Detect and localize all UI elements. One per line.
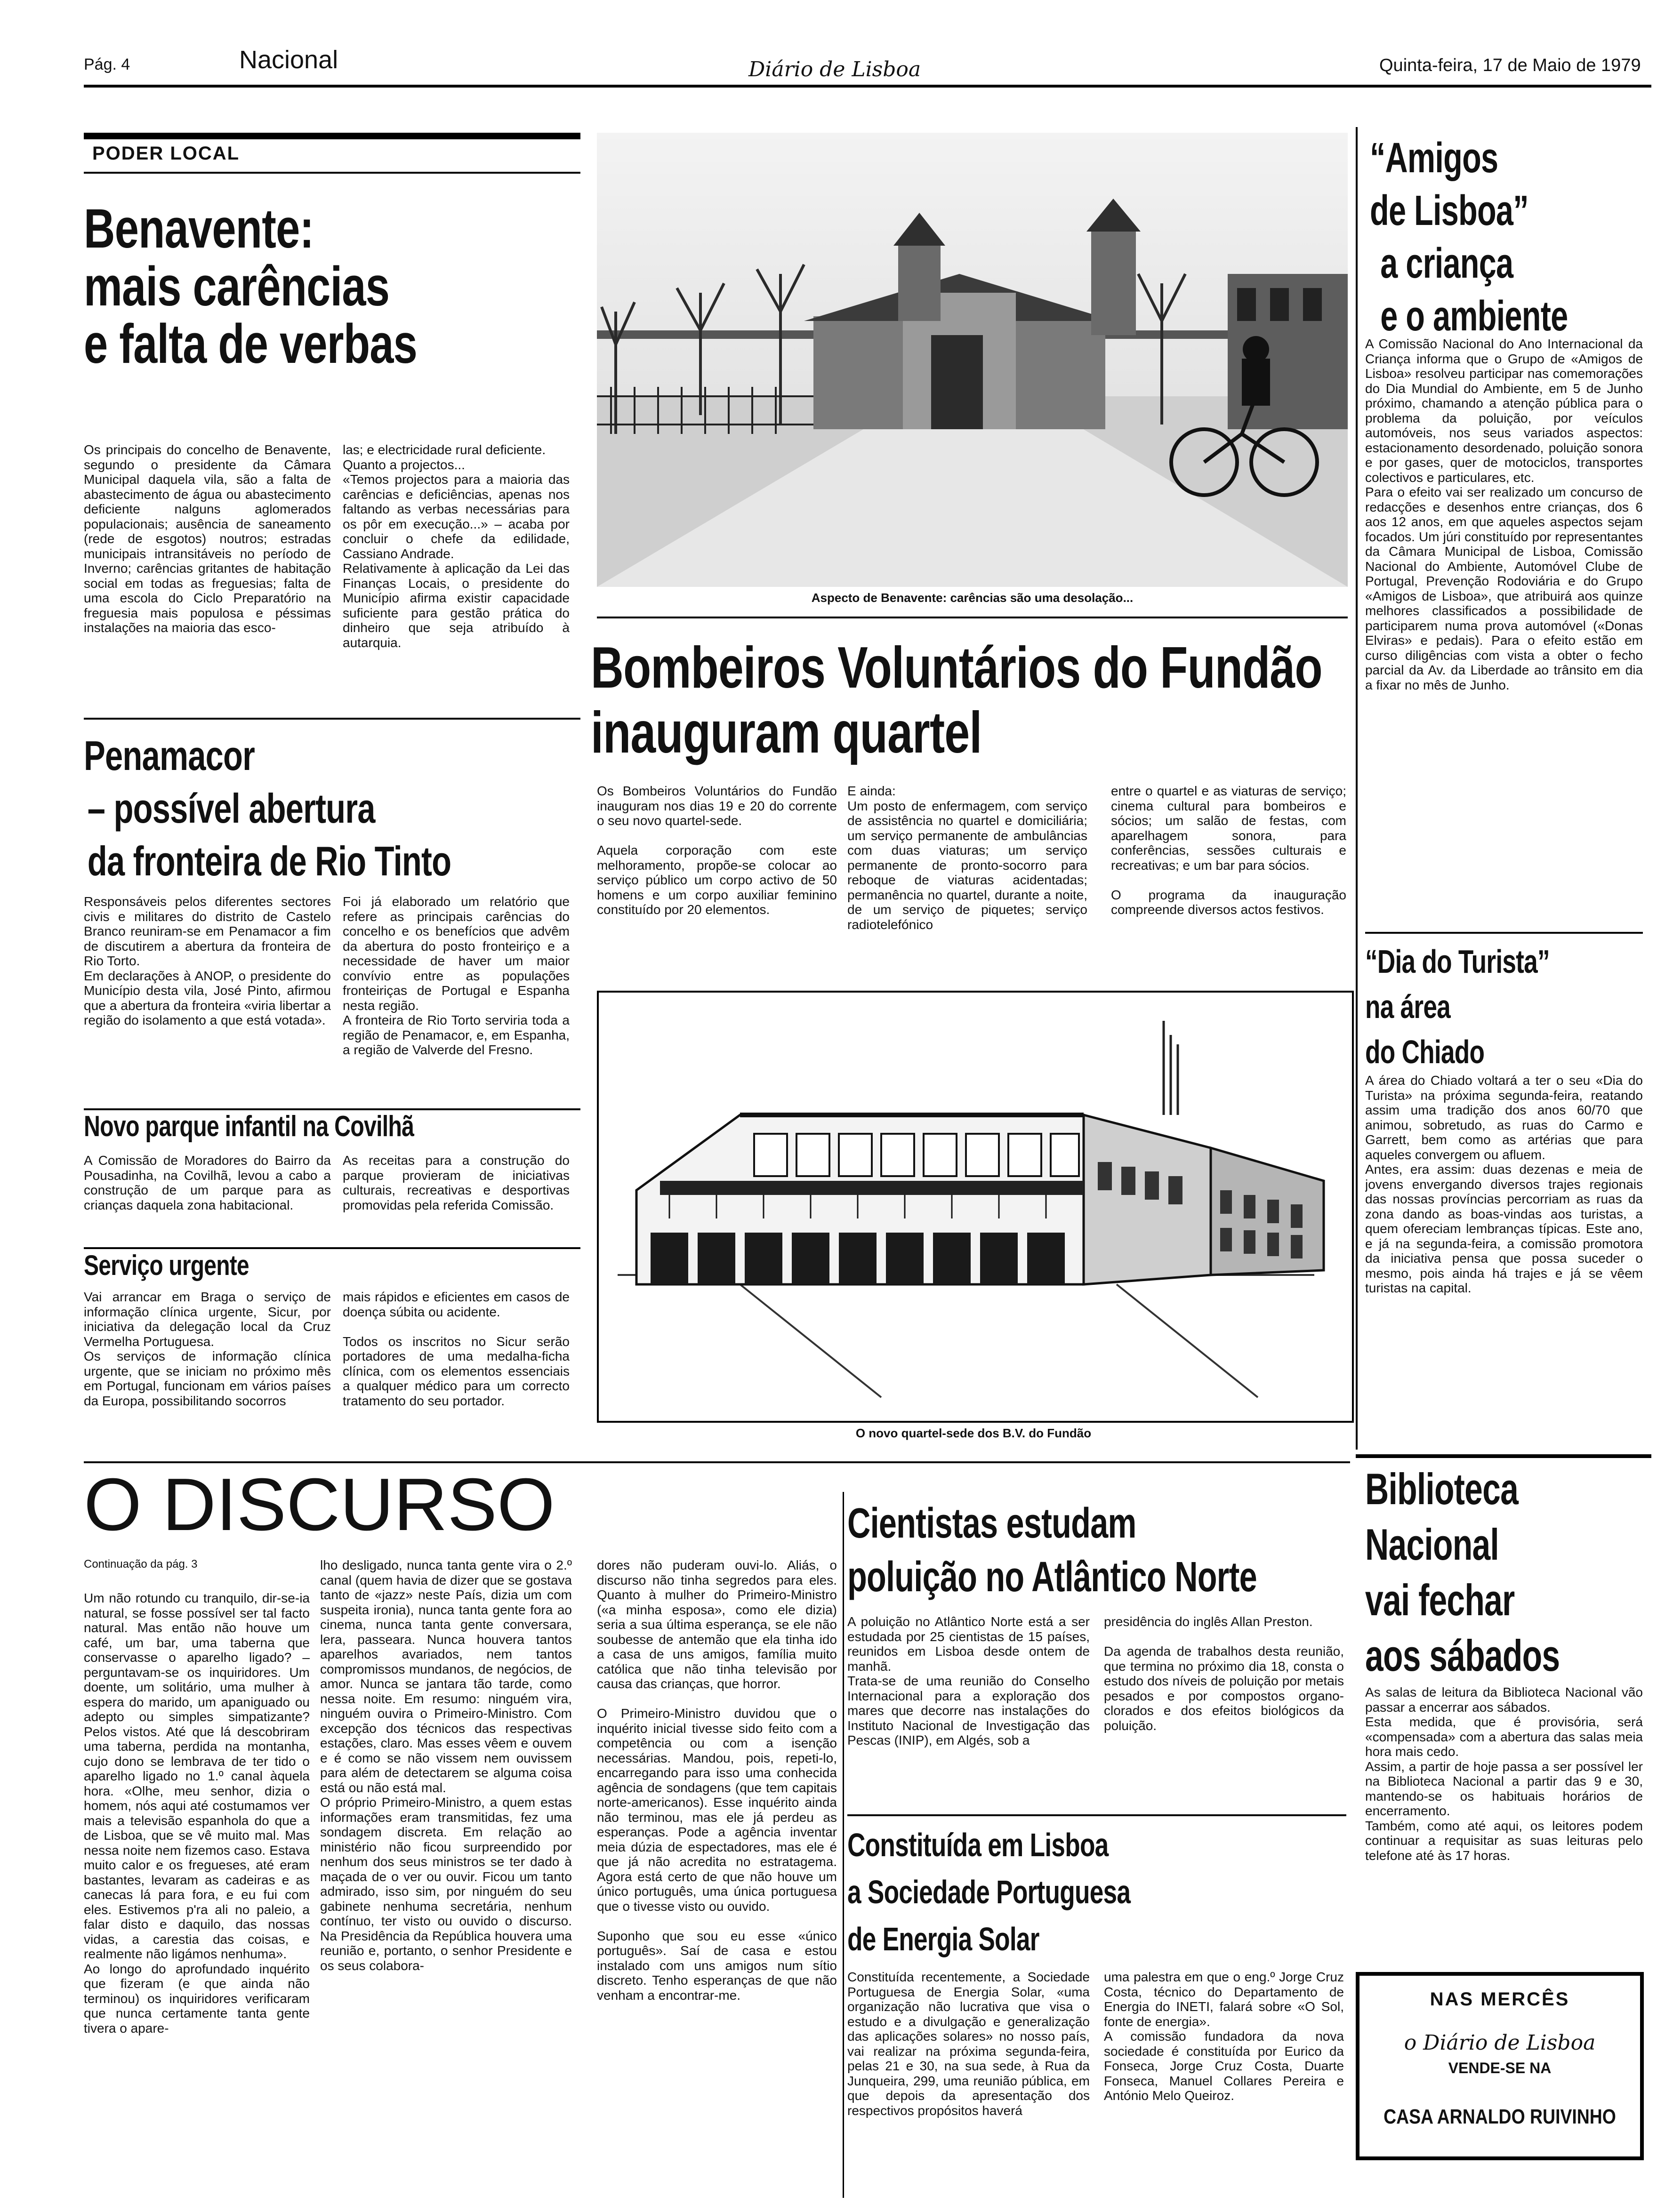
servico-col2: mais rápidos e eficientes em casos de doença súbita ou acidente. Todos os inscritos no Sicur serão portadores de uma medalha-ficha clínica, com os elementos essenciais a qualquer médico para um correcto tratamento do seu portador. [343, 1290, 570, 1408]
biblioteca-headline-line: Biblioteca [1365, 1464, 1519, 1514]
col-divider [843, 1492, 844, 2198]
masthead-rule [84, 85, 1651, 88]
covilha-headline: Novo parque infantil na Covilhã [84, 1110, 414, 1143]
amigos-body: A Comissão Nacional do Ano Internacional da Criança informa que o Grupo de «Amigos de Lisboa» resolveu participar nas comemorações do Dia Mundial do Ambiente, em 5 de Junho próximo, chamando a atenção pública para o problema da poluição, por veículos automóveis, nos seus variados aspectos: estacionamento desordenado, poluição sonora e por gases, quer de motociclos, transportes colectivos e particulares, etc. Para o efeito vai ser realizado um concurso de redacções e desenhos entre crianças, dos 6 aos 12 anos, em que aqueles aspectos sejam focados. Um júri constituído por representantes da Câmara Municipal de Lisboa, Comissão Nacional do Ambiente, Automóvel Clube de Portugal, Prevenção Rodoviária e do Grupo «Amigos de Lisboa», que atribuirá aos quinze melhores classificados a possibilidade de participarem numa prova automóvel («Donas Elviras» e pedais). Para o efeito estão em curso diligências com vista a obter o fecho parcial da Av. da Liberdade ao trânsito em dia a fixar no mês de Junho. [1365, 337, 1643, 692]
discurso-headline: O DISCURSO [84, 1463, 555, 1546]
solar-headline-line: a Sociedade Portuguesa [847, 1874, 1131, 1910]
cientistas-col1: A poluição no Atlântico Norte está a ser estudada por 25 cientistas de 15 países, reunidos em Lisboa desde ontem de manhã. Trata-se de uma reunião do Conselho Internacional para a exploração dos mares que decorre nas instalações do Instituto Nacional de Investigação das Pescas (INIP), em Algés, sob a [847, 1614, 1090, 1747]
benavente-caption: Aspecto de Benavente: carências são uma desolação... [811, 591, 1134, 605]
bombeiros-photo [597, 991, 1354, 1423]
discurso-continuation: Continuação da pág. 3 [84, 1558, 198, 1571]
section-name: Nacional [239, 46, 338, 74]
benavente-headline [84, 198, 473, 376]
turista-body: A área do Chiado voltará a ter o seu «Dia do Turista» na próxima segunda-feira, reatando assim uma tradição dos anos 60/70 que animou, sobretudo, as ruas do Carmo e Garrett, bem como as artérias que para aqueles convergem ou afluem. Antes, era assim: duas dezenas e meia de jovens envergando diversos trajes regionais das nossas províncias percorriam as ruas da zona dando as boas-vindas aos turistas, a quem ofereciam lembranças típicas. Este ano, e já na segunda-feira, a comissão promotora da iniciativa pensa que possa suceder o mesmo, pois ainda há trajes e já se vêem turistas na capital. [1365, 1073, 1643, 1295]
bombeiros-headline-line: inauguram quartel [591, 700, 982, 765]
advert-line-1: NAS MERCÊS [1430, 1989, 1570, 2010]
penamacor-col2: Foi já elaborado um relatório que refere as principais carências do concelho e os benefícios que advêm da abertura do posto fronteiriço e a necessidade de haver um maior convívio entre as populações fronteiriças de Portugal e Espanha nesta região. A fronteira de Rio Torto serviria toda a região de Penamacor, e, em Espanha, a região de Valverde del Fresno. [343, 894, 570, 1057]
turista-headline-line: do Chiado [1365, 1034, 1485, 1070]
penamacor-headline-line: – possível abertura [87, 785, 375, 832]
advert-line-4: CASA ARNALDO RUIVINHO [1384, 2105, 1616, 2128]
solar-headline-line: Constituída em Lisboa [847, 1827, 1109, 1863]
bombeiros-col2: E ainda: Um posto de enfermagem, com serviço de assistência no quartel e domiciliária; um serviço permanente de ambulâncias com duas viaturas; um serviço permanente de pronto-socorro para reboque de viaturas acidentadas; permanência no quartel, durante a noite, de um serviço de piquetes; serviço radiotelefónico [847, 784, 1087, 932]
penamacor-col1: Responsáveis pelos diferentes sectores civis e militares do distrito de Castelo Branco reuniram-se em Penamacor a fim de discutirem a abertura da fronteira de Rio Torto. Em declarações à ANOP, o presidente do Município desta vila, José Pinto, afirmou que a abertura da fronteira «viria libertar a região do isolamento a que está votada». [84, 894, 331, 1027]
newspaper-title: Diário de Lisboa [748, 57, 921, 81]
servico-col1: Vai arrancar em Braga o serviço de informação clínica urgente, Sicur, por iniciativa da delegação local da Cruz Vermelha Portuguesa. Os serviços de informação clínica urgente, que se iniciam no próximo mês em Portugal, funcionam em vários países da Europa, possibilitando socorros [84, 1290, 331, 1408]
biblioteca-rule [1356, 1454, 1651, 1458]
bombeiros-col3: entre o quartel e as viaturas de serviço; cinema cultural para bombeiros e sócios; um salão de festas, com aparelhagem sonora, para conferências, sessões culturais e recreativas; e um bar para sócios. O programa da inauguração compreende diversos actos festivos. [1111, 784, 1346, 917]
right-column-divider [1356, 127, 1358, 1450]
biblioteca-headline-line: vai fechar [1365, 1575, 1515, 1625]
bombeiros-caption: O novo quartel-sede dos B.V. do Fundão [855, 1426, 1092, 1440]
penamacor-rule [84, 718, 580, 720]
benavente-rule [597, 617, 1348, 618]
benavente-photo [597, 133, 1348, 587]
amigos-headline [1370, 132, 1614, 343]
solar-headline [847, 1821, 1277, 1963]
penamacor-headline [84, 729, 524, 888]
advert-box [1356, 1972, 1644, 2160]
discurso-col1: Um não rotundo cu tranquilo, dir-se-ia natural, se fosse possível ser tal facto natural. Mas então não houve um café, um bar, uma taberna que conservasse o aparelho ligado? –perguntavam-se os inquiridores. Um doente, um solitário, uma mulher à espera do marido, um apaniguado ou adepto ou simples simpatizante? Pelos vistos. Até que lá descobriram uma taberna, perdida na montanha, cujo dono se lembrava de ter tido o aparelho ligado no 1.º canal àquela hora. «Olhe, meu senhor, dizia o homem, nós aqui até costumamos ver mais a televisão espanhola do que a de Lisboa, que se vê muito mal. Mas nessa noite nem fizemos caso. Estava muito calor e os fregueses, até eram bastantes, levaram as cadeiras e as canecas lá para fora, e eu fui com eles. Estivemos p'ra ali no paleio, a falar disto e daquilo, das nossas vidas, a carestia das coisas, e realmente não ligámos nenhuma». Ao longo do aprofundado inquérito que fizeram (e que ainda não terminou) os inquiridores verificaram que nunca certamente tanta gente tivera o apare- [84, 1591, 310, 2036]
bombeiros-headline [591, 635, 1322, 765]
solar-headline-line: de Energia Solar [847, 1921, 1039, 1957]
solar-col2: uma palestra em que o eng.º Jorge Cruz Costa, técnico do Departamento de Energia do INETI, falará sobre «O Sol, fonte de energia». A comissão fundadora da nova sociedade é constituída por Eurico da Fonseca, Jorge Cruz Costa, Duarte Fonseca, Manuel Collares Pereira e António Melo Queiroz. [1104, 1970, 1344, 2103]
cientistas-col2: presidência do inglês Allan Preston. Da agenda de trabalhos desta reunião, que termina no próximo dia 18, consta o estudo dos níveis de poluição por metais pesados e por compostos organo-clorados e dos efeitos biológicos da poluição. [1104, 1614, 1344, 1733]
biblioteca-body: As salas de leitura da Biblioteca Nacional vão passar a encerrar aos sábados. Esta medida, que é provisória, será «compensada» com a abertura das salas meia hora mais cedo. Assim, a partir de hoje passa a ser possível ler na Biblioteca Nacional a partir das 9 e 30, mantendo-se os habituais horários de encerramento. Também, como até aqui, os leitores podem continuar a requisitar as suas leituras pelo telefone até às 17 horas. [1365, 1685, 1643, 1863]
servico-headline: Serviço urgente [84, 1250, 249, 1281]
turista-headline [1365, 939, 1637, 1074]
masthead [0, 0, 1657, 94]
cientistas-headline [847, 1497, 1348, 1604]
benavente-headline-line: Benavente: [84, 198, 314, 260]
amigos-headline-line: a criança [1380, 240, 1513, 287]
benavente-headline-line: e falta de verbas [84, 313, 418, 376]
covilha-col2: As receitas para a construção do parque provieram de iniciativas culturais, recreativas e desportivas promovidas pela referida Comissão. [343, 1153, 570, 1212]
biblioteca-headline-line: Nacional [1365, 1520, 1499, 1569]
discurso-col2: lho desligado, nunca tanta gente vira o 2.º canal (quem havia de dizer que se gostava tanto de «jazz» neste País, dizia um com suspeita ironia), nunca tanta gente fora ao cinema, nunca tanta gente conversara, lera, passeara. Nunca houvera tantos aparelhos avariados, nem tantos compromissos mundanos, de negócios, de amor. Nunca se jantara tão tarde, como nessa noite. Em resumo: ninguém vira, ninguém ouvira o Primeiro-Ministro. Com excepção dos técnicos das respectivas estações, claro. Mas esses vêem e ouvem e é como se não vissem nem ouvissem para além de detectarem se alguma coisa está ou não está mal. O próprio Primeiro-Ministro, a quem estas informações eram transmitidas, fez uma sondagem discreta. Em relação ao ministério não ficou surpreendido por nenhum dos seus ministros se ter dado à maçada de o ver ou ouvir. Ficou um tanto admirado, isso sim, por ninguém do seu gabinete nenhuma secretária, nenhum contínuo, ter visto ou ouvido o discurso. Na Presidência da República houvera uma reunião e, portanto, o senhor Presidente e os seus colabora- [320, 1558, 572, 1973]
advert-line-2: o Diário de Lisboa [1404, 2031, 1596, 2055]
biblioteca-headline-line: aos sábados [1365, 1631, 1560, 1680]
cientistas-headline-line: Cientistas estudam [847, 1500, 1136, 1547]
benavente-photo-image [597, 133, 1348, 587]
discurso-col3: dores não puderam ouvi-lo. Aliás, o discurso não tinha segredos para eles. Quanto à mulher do Primeiro-Ministro («a minha esposa», como ele dizia) seria a sua última esperança, se ele não soubesse de antemão que ela tinha ido a casa de uns amigos, família muito católica que não tinha televisão por causa das crianças, que horror. O Primeiro-Ministro duvidou que o inquérito inicial tivesse sido feito com a competência ou com a isenção necessárias. Mandou, pois, repeti-lo, encarregando para isso uma conhecida agência de sondagens (que tem capitais norte-americanos). Esse inquérito ainda não terminou, mas ele já perdeu as esperanças. Pode a agência inventar meia dúzia de espectadores, mas ele é que já não acredita no estratagema. Agora está certo de que não houve um único português, uma única portuguesa que o tivesse visto ou ouvido. Suponho que sou eu esse «único português». Saí de casa e estou instalado com uns amigos num sítio discreto. Tenho esperanças de que não venham a encontrar-me. [597, 1558, 837, 2003]
amigos-headline-line: de Lisboa” [1370, 187, 1528, 234]
turista-headline-line: “Dia do Turista” [1365, 943, 1550, 980]
cientistas-headline-line: poluição no Atlântico Norte [847, 1554, 1257, 1601]
turista-rule [1365, 932, 1643, 934]
benavente-col2: las; e electricidade rural deficiente. Quanto a projectos... «Temos projectos para a maioria das carências e deficiências, apenas nos faltando as verbas necessárias para os pôr em execução...» – acaba por concluir o chefe da edilidade, Cassiano Andrade. Relativamente à aplicação da Lei das Finanças Locais, o presidente do Município afirma existir capacidade suficiente para gestão prática do dinheiro que seja atribuído à autarquia. [343, 442, 570, 650]
bombeiros-photo-drawing [599, 993, 1352, 1421]
benavente-headline-line: mais carências [84, 255, 390, 318]
bombeiros-col1: Os Bombeiros Voluntários do Fundão inauguram nos dias 19 e 20 do corrente o seu novo quartel-sede. Aquela corporação com este melhoramento, propõe-se colocar ao serviço público um corpo activo de 50 homens e um corpo auxiliar feminino constituído por 20 elementos. [597, 784, 837, 917]
bombeiros-headline-line: Bombeiros Voluntários do Fundão [591, 635, 1322, 700]
page-number: Pág. 4 [84, 56, 130, 73]
penamacor-headline-line: da fronteira de Rio Tinto [87, 838, 451, 884]
kicker-label: PODER LOCAL [92, 143, 240, 164]
amigos-headline-line: “Amigos [1370, 135, 1498, 182]
biblioteca-headline [1365, 1461, 1630, 1683]
turista-headline-line: na área [1365, 988, 1451, 1025]
servico-rule [84, 1247, 580, 1249]
solar-rule [847, 1814, 1346, 1816]
issue-date: Quinta-feira, 17 de Maio de 1979 [1379, 56, 1641, 75]
advert-line-3: VENDE-SE NA [1448, 2060, 1552, 2076]
solar-col1: Constituída recentemente, a Sociedade Portuguesa de Energia Solar, «uma organização não lucrativa que visa o estudo e a divulgação e generalização das aplicações solares» no nosso país, vai realizar na próxima segunda-feira, pelas 21 e 30, na sua sede, à Rua da Junqueira, 299, uma reunião pública, em que depois da apresentação dos respectivos propósitos haverá [847, 1970, 1090, 2118]
covilha-col1: A Comissão de Moradores do Bairro da Pousadinha, na Covilhã, levou a cabo a construção de um parque para as crianças daquela zona habitacional. [84, 1153, 331, 1212]
penamacor-headline-line: Penamacor [84, 732, 255, 779]
kicker-rule-top [84, 133, 580, 139]
benavente-col1: Os principais do concelho de Benavente, segundo o presidente da Câmara Municipal daquela vila, são a falta de abastecimento de água ou abastecimento deficiente nalguns aglomerados populacionais; ausência de saneamento (rede de esgotos) noutros; estradas municipais intransitáveis no período de Inverno; carências gritantes de habitação social em todas as freguesias; falta de uma escola do Ciclo Preparatório na freguesia mais populosa e péssimas instalações na maioria das esco- [84, 442, 331, 635]
amigos-headline-line: e o ambiente [1380, 293, 1568, 340]
kicker-rule-bottom [84, 172, 580, 174]
